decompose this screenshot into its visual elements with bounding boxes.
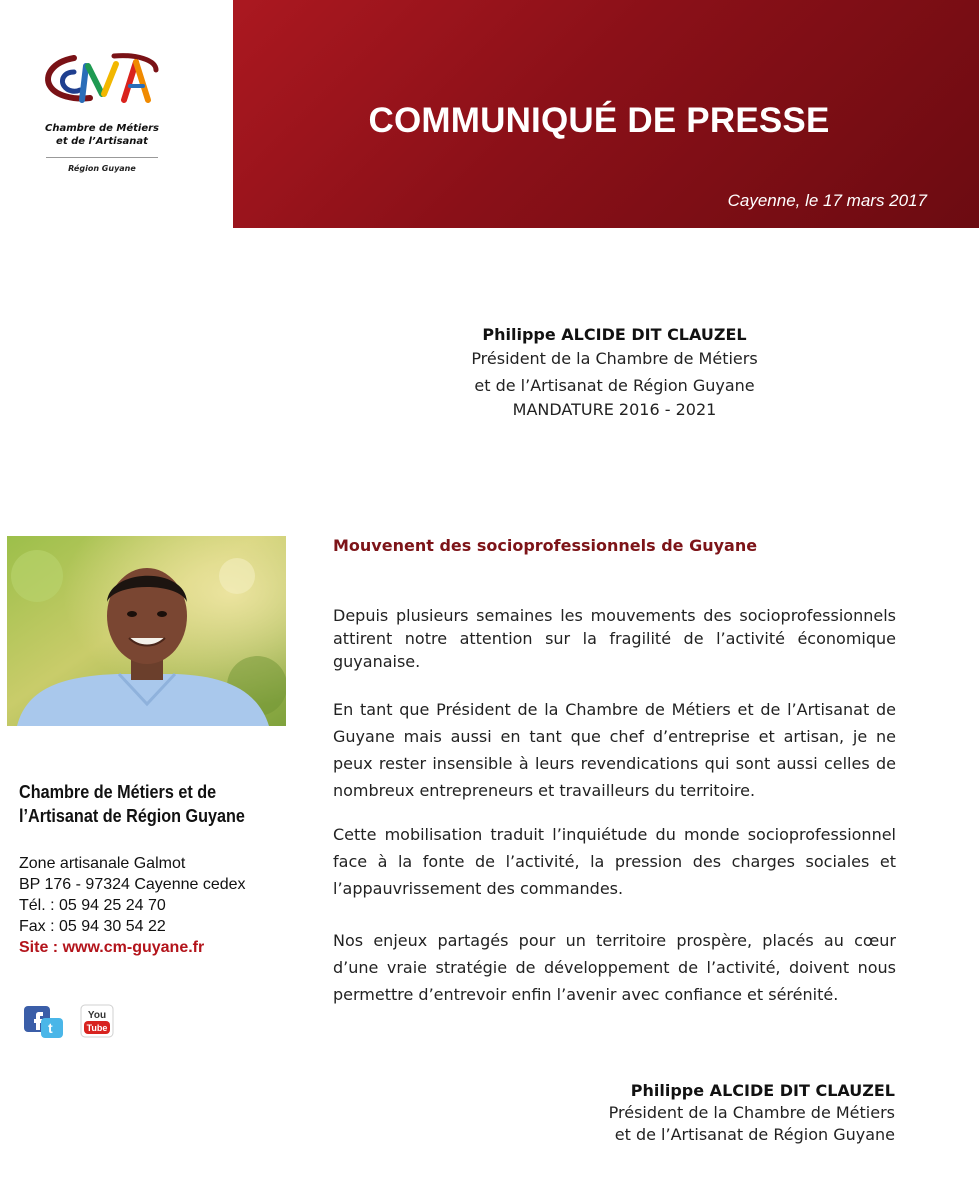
president-name: Philippe ALCIDE DIT CLAUZEL [482, 325, 747, 344]
address-line2: BP 176 - 97324 Cayenne cedex [19, 876, 246, 893]
address-line1: Zone artisanale Galmot [19, 855, 186, 872]
release-date: Cayenne, le 17 mars 2017 [727, 191, 927, 210]
president-photo [7, 536, 286, 726]
article-paragraph-2: En tant que Président de la Chambre de Métiers et de l’Artisanat de Guyane mais aussi en tant que chef d’entreprise et artisan, je ne peux rester insensible à leurs revendications qui sont aussi celles de nombreux entrepreneurs et travailleurs du territoire. [333, 700, 896, 800]
president-block [401, 323, 828, 422]
article-paragraph-4: Nos enjeux partagés pour un territoire prospère, placés au cœur d’une vraie stratégie de développement de l’activité, doivent nous permettre d’entrevoir enfin l’avenir avec confiance et sérénité. [333, 931, 896, 1004]
signature-title-line2: et de l’Artisanat de Région Guyane [614, 1125, 895, 1144]
phone-number: Tél. : 05 94 25 24 70 [19, 897, 166, 914]
article-paragraph-3: Cette mobilisation traduit l’inquiétude du monde socioprofessionnel face à la fonte de l’activité, la pression des charges sociales et l’appauvrissement des commandes. [333, 825, 896, 898]
logo-name [42, 122, 162, 148]
logo-name-line1: Chambre de Métiers [44, 123, 159, 134]
contact-block [19, 853, 246, 958]
logo-region: Région Guyane [68, 164, 136, 173]
cma-logo [42, 52, 162, 186]
signature-name: Philippe ALCIDE DIT CLAUZEL [630, 1081, 895, 1100]
youtube-icon-text-bottom: Tube [86, 1023, 108, 1033]
signature-block [609, 1080, 895, 1146]
article-subject: Mouvenent des socioprofessionnels de Guyane [333, 536, 758, 555]
facebook-twitter-icon[interactable] [22, 1004, 56, 1038]
logo-name-line2: et de l’Artisanat [56, 136, 148, 147]
fax-number: Fax : 05 94 30 54 22 [19, 918, 166, 935]
portrait-image [7, 536, 286, 726]
cma-logo-mark [44, 52, 160, 108]
youtube-icon[interactable] [80, 1004, 114, 1038]
organization-name [19, 780, 271, 828]
article-paragraph-1: Depuis plusieurs semaines les mouvements des socioprofessionnels attirent notre attention sur la fragilité de l’activité économique guyanaise. [333, 606, 896, 671]
organization-name-line1: Chambre de Métiers et de [19, 782, 217, 802]
signature-title-line1: Président de la Chambre de Métiers [608, 1103, 895, 1122]
organization-name-line2: l’Artisanat de Région Guyane [19, 806, 245, 826]
website-link[interactable]: Site : www.cm-guyane.fr [19, 939, 205, 956]
president-mandate: MANDATURE 2016 - 2021 [512, 400, 717, 419]
svg-text:t: t [48, 1020, 53, 1036]
president-title-line2: et de l’Artisanat de Région Guyane [474, 376, 755, 395]
header-banner [233, 0, 979, 228]
page-title: COMMUNIQUÉ DE PRESSE [368, 101, 830, 140]
president-title-line1: Président de la Chambre de Métiers [471, 349, 758, 368]
youtube-icon-text-top: You [87, 1010, 107, 1021]
logo-divider [46, 157, 158, 158]
